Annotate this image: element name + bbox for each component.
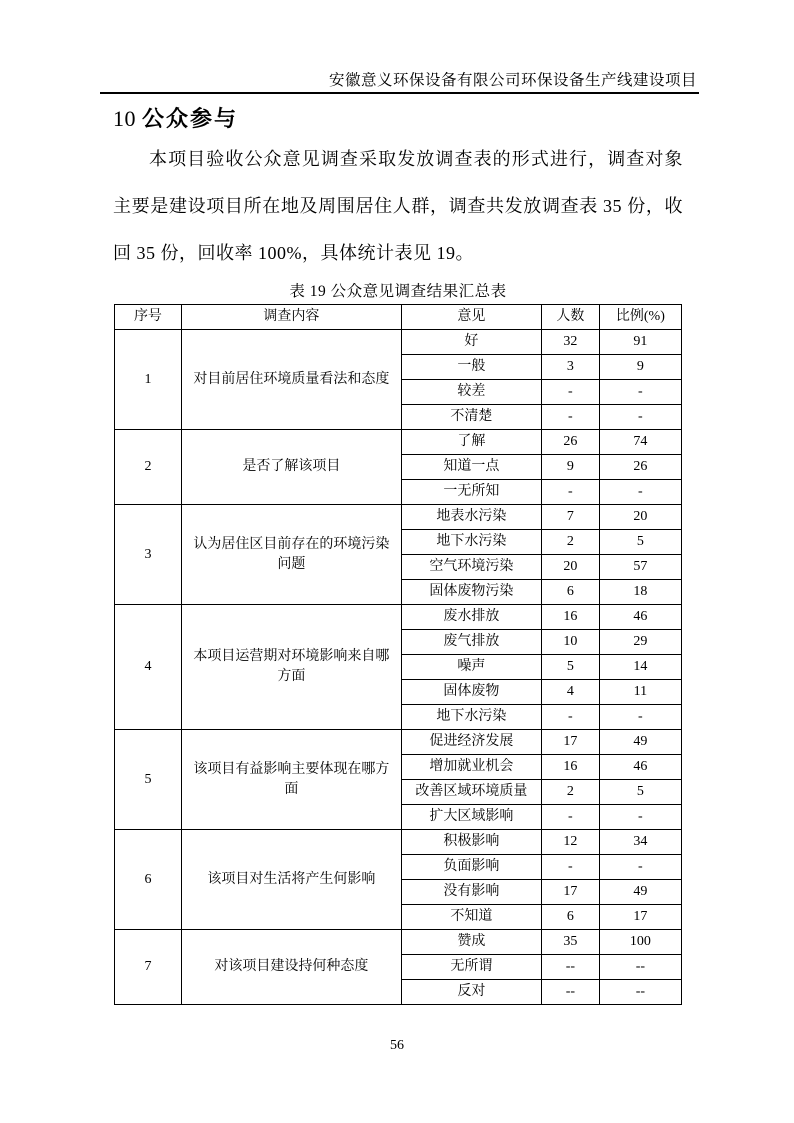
count-cell: 6 xyxy=(541,905,599,930)
opinion-cell: 增加就业机会 xyxy=(401,755,541,780)
opinion-cell: 地表水污染 xyxy=(401,505,541,530)
percent-cell: - xyxy=(599,480,681,505)
opinion-cell: 负面影响 xyxy=(401,855,541,880)
survey-question-cell: 对该项目建设持何种态度 xyxy=(181,930,401,1005)
count-cell: 7 xyxy=(541,505,599,530)
count-cell: 3 xyxy=(541,355,599,380)
opinion-cell: 空气环境污染 xyxy=(401,555,541,580)
opinion-cell: 无所谓 xyxy=(401,955,541,980)
table-caption: 表 19 公众意见调查结果汇总表 xyxy=(289,283,507,300)
table-row xyxy=(115,930,682,955)
count-cell: 17 xyxy=(541,880,599,905)
percent-cell: -- xyxy=(599,980,681,1005)
percent-cell: 46 xyxy=(599,755,681,780)
opinion-cell: 固体废物污染 xyxy=(401,580,541,605)
count-cell: 32 xyxy=(541,330,599,355)
opinion-cell: 积极影响 xyxy=(401,830,541,855)
percent-cell: 57 xyxy=(599,555,681,580)
count-cell: 6 xyxy=(541,580,599,605)
table-row xyxy=(115,330,682,355)
count-cell: 9 xyxy=(541,455,599,480)
survey-table xyxy=(114,304,682,1005)
count-cell: - xyxy=(541,855,599,880)
percent-cell: 18 xyxy=(599,580,681,605)
survey-question-cell: 认为居住区目前存在的环境污染问题 xyxy=(181,505,401,605)
opinion-cell: 知道一点 xyxy=(401,455,541,480)
group-number-cell: 6 xyxy=(115,830,182,930)
table-row xyxy=(115,730,682,755)
percent-cell: -- xyxy=(599,955,681,980)
group-number-cell: 4 xyxy=(115,605,182,730)
column-header: 调查内容 xyxy=(181,305,401,330)
percent-cell: 26 xyxy=(599,455,681,480)
page-number: 56 xyxy=(390,1038,404,1053)
count-cell: -- xyxy=(541,980,599,1005)
percent-cell: 49 xyxy=(599,730,681,755)
percent-cell: 91 xyxy=(599,330,681,355)
opinion-cell: 不清楚 xyxy=(401,405,541,430)
group-number-cell: 3 xyxy=(115,505,182,605)
table-row xyxy=(115,605,682,630)
opinion-cell: 好 xyxy=(401,330,541,355)
percent-cell: 5 xyxy=(599,530,681,555)
percent-cell: 46 xyxy=(599,605,681,630)
column-header: 人数 xyxy=(541,305,599,330)
count-cell: 12 xyxy=(541,830,599,855)
opinion-cell: 噪声 xyxy=(401,655,541,680)
group-number-cell: 1 xyxy=(115,330,182,430)
opinion-cell: 废水排放 xyxy=(401,605,541,630)
survey-question-cell: 对目前居住环境质量看法和态度 xyxy=(181,330,401,430)
percent-cell: - xyxy=(599,805,681,830)
count-cell: 4 xyxy=(541,680,599,705)
percent-cell: 34 xyxy=(599,830,681,855)
percent-cell: 49 xyxy=(599,880,681,905)
count-cell: 16 xyxy=(541,605,599,630)
percent-cell: 29 xyxy=(599,630,681,655)
opinion-cell: 一般 xyxy=(401,355,541,380)
count-cell: 17 xyxy=(541,730,599,755)
column-header: 比例(%) xyxy=(599,305,681,330)
group-number-cell: 5 xyxy=(115,730,182,830)
group-number-cell: 2 xyxy=(115,430,182,505)
count-cell: 2 xyxy=(541,530,599,555)
opinion-cell: 改善区域环境质量 xyxy=(401,780,541,805)
count-cell: 20 xyxy=(541,555,599,580)
column-header: 意见 xyxy=(401,305,541,330)
table-row xyxy=(115,505,682,530)
section-number: 10 xyxy=(113,106,136,131)
opinion-cell: 扩大区域影响 xyxy=(401,805,541,830)
count-cell: - xyxy=(541,805,599,830)
percent-cell: - xyxy=(599,855,681,880)
body-paragraph: 本项目验收公众意见调查采取发放调查表的形式进行，调查对象主要是建设项目所在地及周围居住人群，调查共发放调查表 35 份，收回 35 份，回收率 100%，具体统计表见 19。 xyxy=(113,149,683,263)
header-title: 安徽意义环保设备有限公司环保设备生产线建设项目 xyxy=(328,72,697,89)
count-cell: - xyxy=(541,380,599,405)
column-header: 序号 xyxy=(115,305,182,330)
survey-question-cell: 是否了解该项目 xyxy=(181,430,401,505)
group-number-cell: 7 xyxy=(115,930,182,1005)
count-cell: 5 xyxy=(541,655,599,680)
count-cell: - xyxy=(541,705,599,730)
page-header xyxy=(100,68,699,94)
percent-cell: 100 xyxy=(599,930,681,955)
survey-question-cell: 本项目运营期对环境影响来自哪方面 xyxy=(181,605,401,730)
page-content xyxy=(113,100,683,1005)
percent-cell: 20 xyxy=(599,505,681,530)
count-cell: 16 xyxy=(541,755,599,780)
percent-cell: 17 xyxy=(599,905,681,930)
percent-cell: - xyxy=(599,380,681,405)
section-title: 公众参与 xyxy=(142,106,239,131)
count-cell: 2 xyxy=(541,780,599,805)
opinion-cell: 没有影响 xyxy=(401,880,541,905)
table-row xyxy=(115,830,682,855)
opinion-cell: 较差 xyxy=(401,380,541,405)
percent-cell: 74 xyxy=(599,430,681,455)
opinion-cell: 一无所知 xyxy=(401,480,541,505)
opinion-cell: 不知道 xyxy=(401,905,541,930)
opinion-cell: 了解 xyxy=(401,430,541,455)
percent-cell: 5 xyxy=(599,780,681,805)
survey-question-cell: 该项目对生活将产生何影响 xyxy=(181,830,401,930)
percent-cell: 9 xyxy=(599,355,681,380)
opinion-cell: 固体废物 xyxy=(401,680,541,705)
count-cell: 35 xyxy=(541,930,599,955)
opinion-cell: 促进经济发展 xyxy=(401,730,541,755)
opinion-cell: 赞成 xyxy=(401,930,541,955)
survey-question-cell: 该项目有益影响主要体现在哪方面 xyxy=(181,730,401,830)
percent-cell: - xyxy=(599,405,681,430)
percent-cell: 11 xyxy=(599,680,681,705)
page-footer xyxy=(0,1038,794,1054)
count-cell: - xyxy=(541,480,599,505)
percent-cell: 14 xyxy=(599,655,681,680)
count-cell: - xyxy=(541,405,599,430)
opinion-cell: 地下水污染 xyxy=(401,705,541,730)
section-heading xyxy=(113,102,683,133)
opinion-cell: 反对 xyxy=(401,980,541,1005)
percent-cell: - xyxy=(599,705,681,730)
count-cell: -- xyxy=(541,955,599,980)
count-cell: 10 xyxy=(541,630,599,655)
opinion-cell: 地下水污染 xyxy=(401,530,541,555)
table-header-row xyxy=(115,305,682,330)
table-row xyxy=(115,430,682,455)
opinion-cell: 废气排放 xyxy=(401,630,541,655)
header-rule xyxy=(100,92,699,94)
count-cell: 26 xyxy=(541,430,599,455)
